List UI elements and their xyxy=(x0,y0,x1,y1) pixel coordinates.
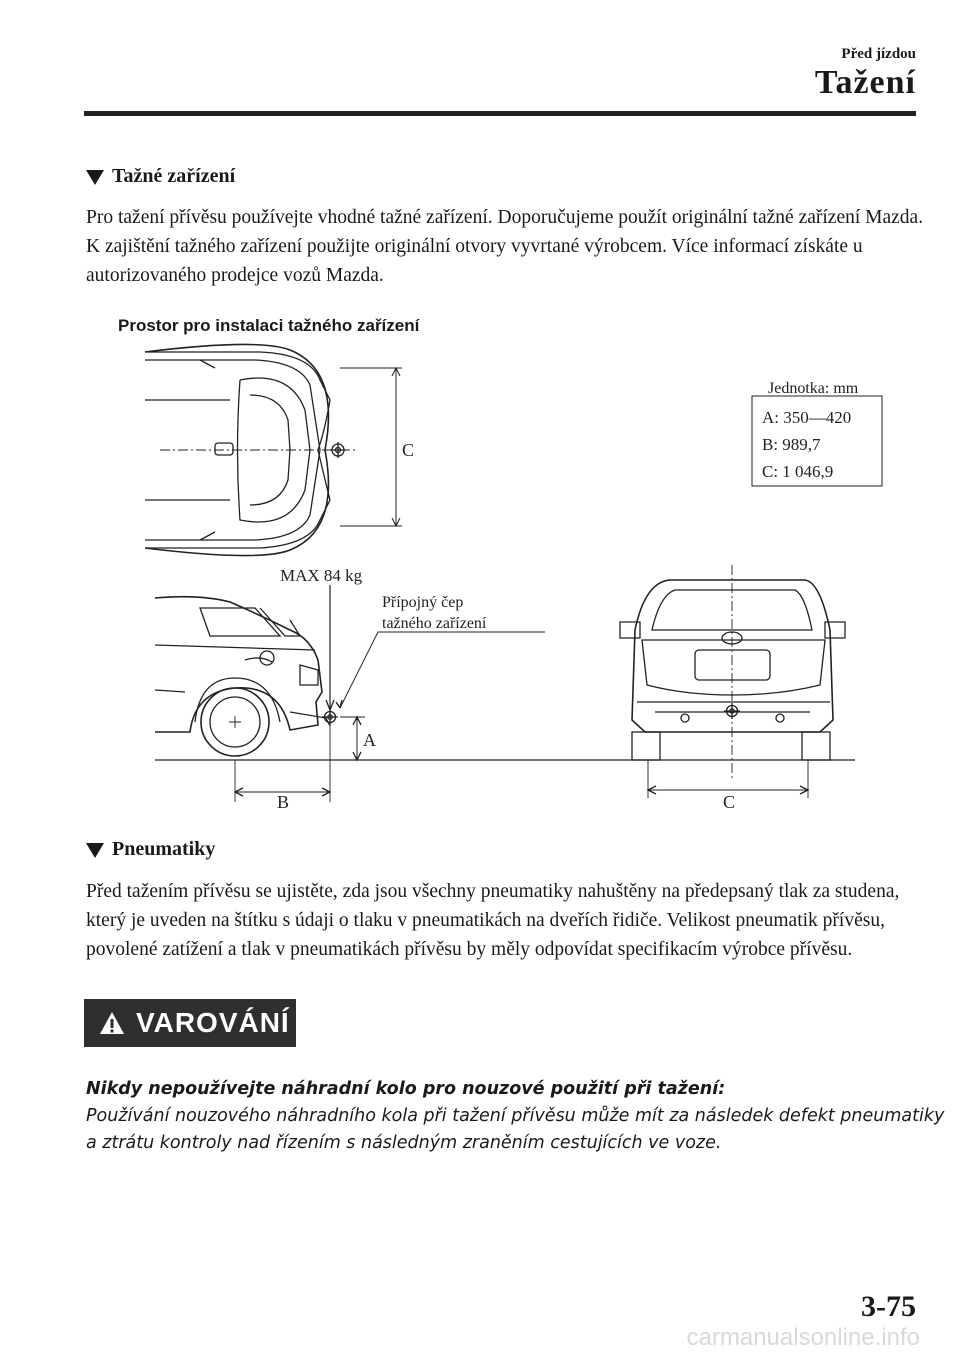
pin-label-line-1: Přípojný čep xyxy=(382,594,464,611)
rear-view-hitch-point-icon xyxy=(724,703,740,719)
dimension-label-a: A xyxy=(363,730,376,750)
chapter-label: Před jízdou xyxy=(841,46,916,62)
watermark: carmanualsonline.info xyxy=(686,1324,920,1351)
section-heading-text: Tažné zařízení xyxy=(112,165,236,187)
car-rear-view-drawing xyxy=(620,580,845,760)
dimension-a-value: A: 350—420 xyxy=(762,408,852,427)
warning-bold-line: Nikdy nepoužívejte náhradní kolo pro nouzové použití při tažení: xyxy=(86,1079,726,1099)
warning-badge xyxy=(84,999,296,1047)
warning-body: Používání nouzového náhradního kola při tažení přívěsu může mít za následek defekt pneumatiky a ztrátu kontroly nad řízením s následným zraněním cestujících ve voze. xyxy=(86,1106,945,1153)
section-heading-tires xyxy=(86,838,215,861)
page-title: Tažení xyxy=(814,64,916,101)
warning-triangle-icon xyxy=(98,1010,126,1036)
pin-label-line-2: tažného zařízení xyxy=(382,615,487,632)
figure-title: Prostor pro instalaci tažného zařízení xyxy=(118,316,420,335)
triangle-bullet-icon xyxy=(86,843,104,858)
towing-hitch-paragraph: Pro tažení přívěsu používejte vhodné tažné zařízení. Doporučujeme použít originální tažné zařízení Mazda. K zajištění tažného zařízení použijte originální otvory vyvrtané výrobcem. Více informací získáte u autorizovaného prodejce vozů Mazda. xyxy=(86,207,924,286)
header-divider xyxy=(84,111,916,116)
triangle-bullet-icon xyxy=(86,170,104,185)
section-heading-text: Pneumatiky xyxy=(112,838,216,860)
dimension-c-value: C: 1 046,9 xyxy=(762,462,834,481)
side-view-hitch-point-icon xyxy=(322,709,338,725)
unit-label: Jednotka: mm xyxy=(768,380,859,397)
car-side-view-drawing xyxy=(155,597,330,756)
top-view-hitch-point-icon xyxy=(330,442,346,458)
dimension-label-b: B xyxy=(277,792,290,812)
tires-paragraph: Před tažením přívěsu se ujistěte, zda jsou všechny pneumatiky nahuštěny na předepsaný tlak za studena, který je uveden na štítku s údaji o tlaku v pneumatikách na dveřích řidiče. Velikost pneumatik přívěsu, povolené zatížení a tlak v pneumatikách přívěsu by měly odpovídat specifikacím výrobce přívěsu. xyxy=(86,881,900,960)
warning-text-block xyxy=(86,1076,946,1157)
warning-badge-text: VAROVÁNÍ xyxy=(136,1007,290,1038)
max-load-label: MAX 84 kg xyxy=(280,566,363,585)
page-number: 3-75 xyxy=(861,1290,916,1323)
section-heading-towing-hitch xyxy=(86,165,235,188)
dimension-label-c-top: C xyxy=(402,440,415,460)
dimension-label-c-rear: C xyxy=(723,792,736,812)
dimension-b-value: B: 989,7 xyxy=(762,435,821,454)
hitch-installation-diagram xyxy=(140,340,890,820)
